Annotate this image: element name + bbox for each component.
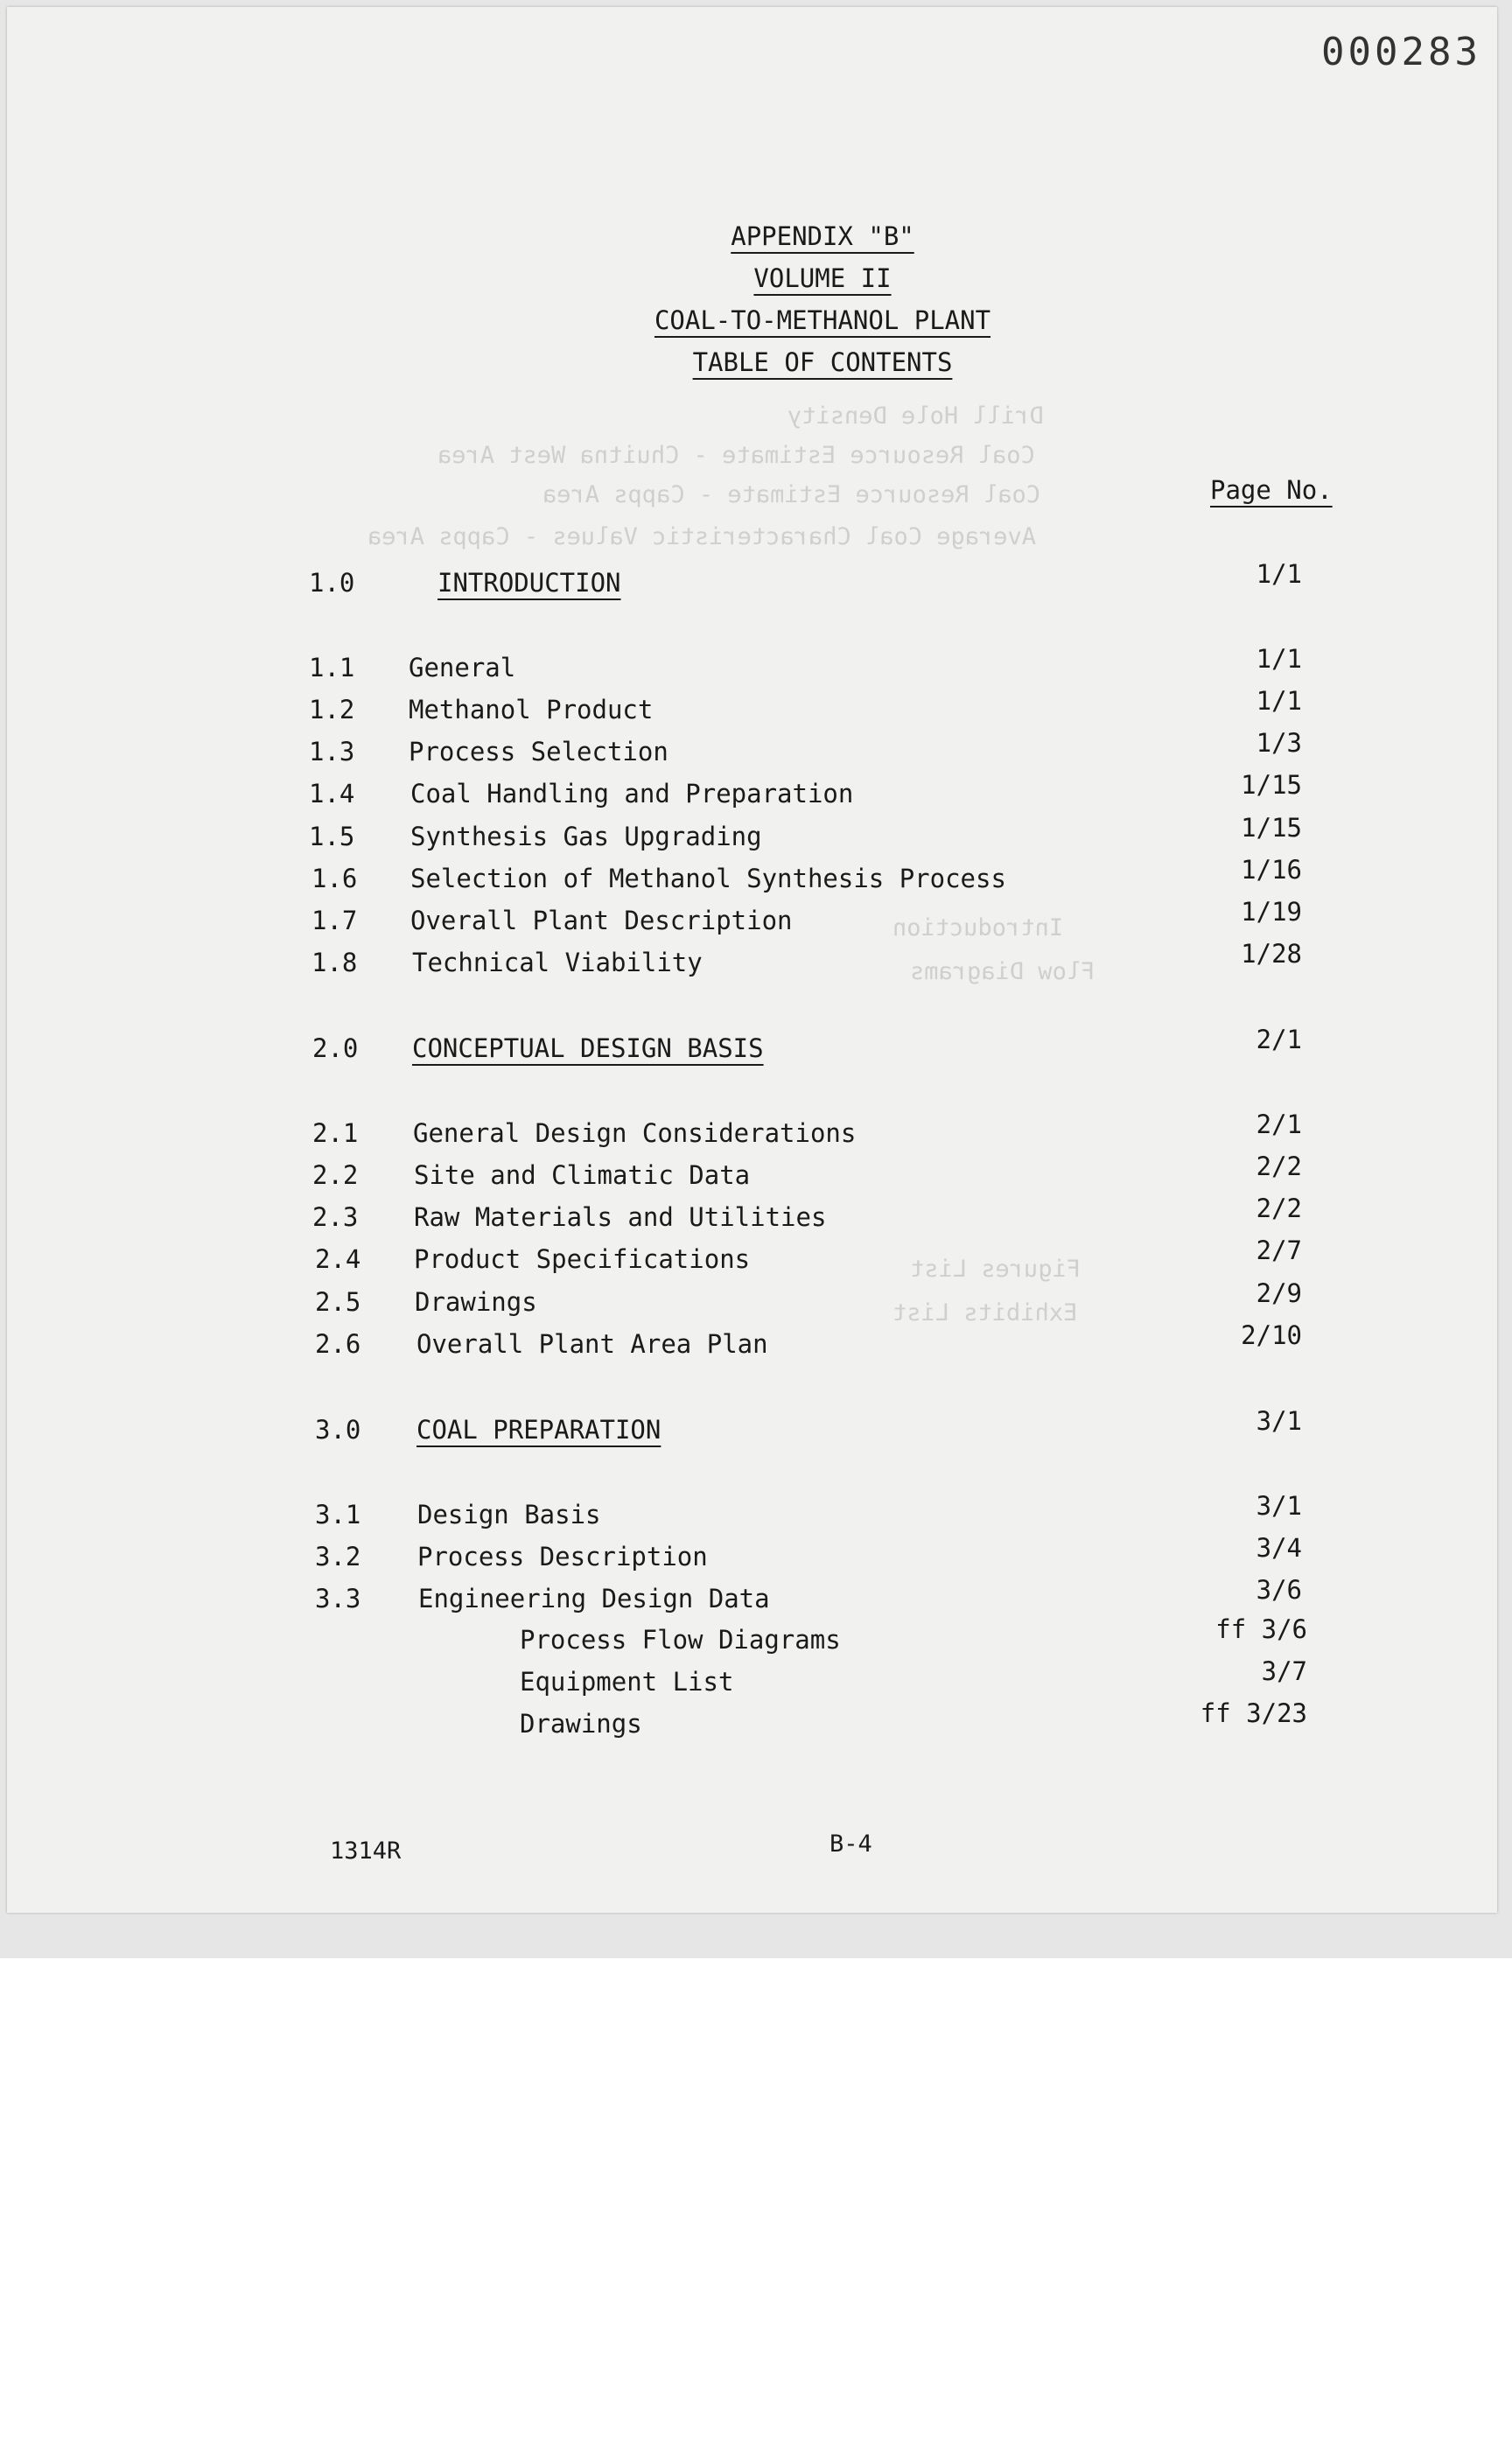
section-page-number: 1/16 — [1241, 855, 1302, 885]
title-plant: COAL-TO-METHANOL PLANT — [654, 305, 991, 335]
bleed-through-text: Drill Hole Density — [788, 402, 1044, 430]
section-number: 1.8 — [312, 948, 358, 977]
bleed-through-text: Average Coal Characteristic Values - Capps Area — [368, 523, 1037, 550]
section-number: 1.4 — [309, 779, 355, 808]
bleed-through-text: Figures List — [910, 1256, 1082, 1283]
section-page-number: 2/7 — [1256, 1236, 1302, 1265]
section-number: 1.3 — [309, 737, 355, 766]
section-title: Technical Viability — [412, 948, 703, 977]
section-title: Selection of Methanol Synthesis Process — [410, 864, 1006, 893]
footer-page-number: B-4 — [830, 1830, 872, 1858]
subsection-title: Drawings — [520, 1709, 642, 1739]
section-title: Overall Plant Area Plan — [416, 1329, 768, 1359]
section-page-number: 2/2 — [1256, 1194, 1302, 1223]
section-number: 1.1 — [309, 653, 355, 682]
section-page-number: 1/1 — [1256, 686, 1302, 716]
footer-code: 1314R — [330, 1838, 402, 1865]
title-appendix: APPENDIX "B" — [731, 221, 914, 251]
bleed-through-text: Coal Resource Estimate - Chuitna West Area — [438, 442, 1035, 469]
section-number: 3.1 — [315, 1500, 361, 1530]
section-title: Overall Plant Description — [410, 906, 793, 935]
section-page-number: 2/2 — [1256, 1152, 1302, 1181]
section-title: General Design Considerations — [413, 1118, 857, 1148]
section-number: 1.7 — [312, 906, 358, 935]
subsection-title: Process Flow Diagrams — [520, 1625, 841, 1655]
bleed-through-text: Flow Diagrams — [910, 958, 1096, 985]
section-title: Methanol Product — [409, 695, 654, 724]
document-number-stamp: 000283 — [1321, 30, 1481, 74]
section-page-number: 3/6 — [1256, 1575, 1302, 1605]
section-page-number: 2/10 — [1241, 1320, 1302, 1350]
section-page-number: 2/1 — [1256, 1110, 1302, 1139]
bleed-through-text: Exhibits List — [892, 1299, 1078, 1326]
section-heading: INTRODUCTION — [438, 568, 621, 598]
page-no-header: Page No. — [1210, 475, 1333, 505]
section-title: Drawings — [415, 1287, 537, 1317]
section-page-number: 1/15 — [1241, 813, 1302, 843]
section-title: Raw Materials and Utilities — [414, 1202, 827, 1232]
section-number: 3.0 — [315, 1415, 361, 1445]
section-title: Process Description — [417, 1542, 708, 1572]
section-title: Coal Handling and Preparation — [410, 779, 854, 808]
section-number: 2.6 — [315, 1329, 361, 1359]
section-page-number: 3/4 — [1256, 1533, 1302, 1563]
section-number: 2.4 — [315, 1244, 361, 1274]
section-number: 2.3 — [312, 1202, 359, 1232]
section-title: Process Selection — [409, 737, 668, 766]
section-title: Site and Climatic Data — [414, 1160, 751, 1190]
section-page-number: 1/28 — [1241, 939, 1302, 969]
section-heading: CONCEPTUAL DESIGN BASIS — [412, 1033, 764, 1063]
bleed-through-text: Coal Resource Estimate - Capps Area — [542, 481, 1040, 508]
section-number: 1.0 — [309, 568, 355, 598]
section-number: 3.3 — [315, 1584, 361, 1614]
section-title: General — [409, 653, 516, 682]
section-number: 1.5 — [309, 822, 355, 851]
section-number: 3.2 — [315, 1542, 361, 1572]
section-number: 2.5 — [315, 1287, 361, 1317]
subsection-title: Equipment List — [520, 1667, 734, 1697]
title-volume: VOLUME II — [753, 263, 892, 293]
section-title: Engineering Design Data — [418, 1584, 770, 1614]
subsection-page-number: ff 3/6 — [1215, 1614, 1307, 1644]
section-number: 2.1 — [312, 1118, 359, 1148]
section-page-number: 1/15 — [1241, 770, 1302, 800]
section-heading: COAL PREPARATION — [416, 1415, 662, 1445]
subsection-page-number: 3/7 — [1261, 1656, 1307, 1686]
section-page-number: 2/9 — [1256, 1278, 1302, 1308]
section-title: Product Specifications — [414, 1244, 751, 1274]
section-title: Synthesis Gas Upgrading — [410, 822, 762, 851]
section-page-number: 1/19 — [1241, 897, 1302, 927]
section-number: 1.6 — [312, 864, 358, 893]
section-number: 1.2 — [309, 695, 355, 724]
section-number: 2.0 — [312, 1033, 359, 1063]
section-page-number: 3/1 — [1256, 1491, 1302, 1521]
section-page-number: 2/1 — [1256, 1025, 1302, 1054]
bleed-through-text: Introduction — [892, 914, 1064, 942]
subsection-page-number: ff 3/23 — [1200, 1698, 1307, 1728]
title-toc: TABLE OF CONTENTS — [692, 347, 953, 377]
section-page-number: 1/1 — [1256, 559, 1302, 589]
section-page-number: 1/1 — [1256, 644, 1302, 674]
section-number: 2.2 — [312, 1160, 359, 1190]
section-page-number: 3/1 — [1256, 1406, 1302, 1436]
section-page-number: 1/3 — [1256, 728, 1302, 758]
section-title: Design Basis — [417, 1500, 601, 1530]
